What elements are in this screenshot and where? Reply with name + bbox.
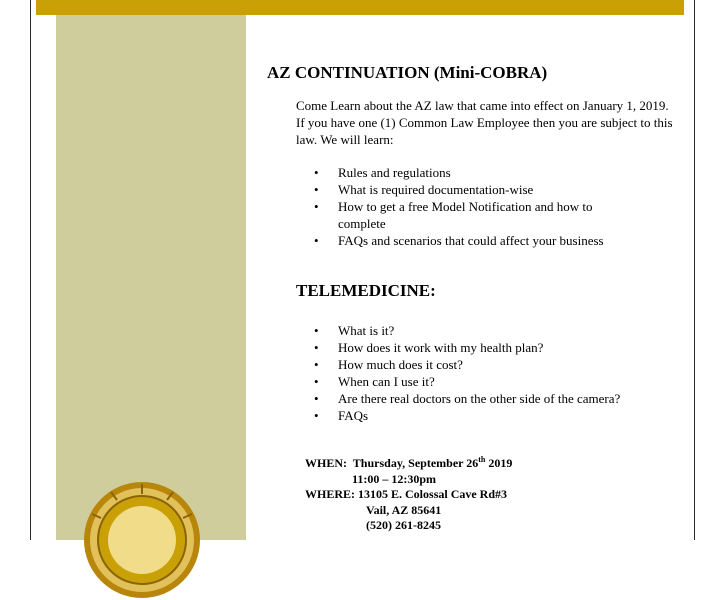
bullet-icon: •: [314, 323, 319, 338]
date-suffix: th: [478, 455, 486, 464]
where-row: [305, 487, 512, 503]
phone-number: (520) 261-8245: [366, 518, 441, 532]
list-item: • How to get a free Model Notification and how to complete: [314, 199, 593, 231]
list-item: • FAQs and scenarios that could affect your business: [314, 233, 604, 248]
list-item: • What is it?: [314, 323, 395, 338]
bullet-icon: •: [314, 357, 319, 372]
telemedicine-heading: TELEMEDICINE:: [296, 281, 436, 300]
address-line-2: Vail, AZ 85641: [366, 502, 442, 517]
list-item: • How much does it cost?: [314, 357, 463, 372]
list-item: • When can I use it?: [314, 374, 435, 389]
event-details: [305, 452, 512, 534]
when-row: [305, 452, 512, 472]
list-item: • What is required documentation-wise: [314, 182, 534, 197]
bullet-icon: •: [314, 340, 319, 355]
bullet-icon: •: [314, 408, 319, 423]
bullet-icon: •: [314, 182, 319, 197]
bullet-icon: •: [314, 374, 319, 389]
bullet-icon: •: [314, 199, 319, 214]
cobra-intro-paragraph: Come Learn about the AZ law that came into effect on January 1, 2019. If you have one (1) Common Law Employee then you are subject to this law. We will learn:: [296, 98, 673, 147]
when-label: WHEN:: [305, 456, 347, 470]
where-label: WHERE:: [305, 487, 356, 501]
list-item: • FAQs: [314, 408, 369, 423]
list-item: • Are there real doctors on the other side of the camera?: [314, 391, 621, 406]
bullet-icon: •: [314, 391, 319, 406]
telemedicine-topic-list: [296, 322, 668, 424]
cobra-heading: AZ CONTINUATION (Mini-COBRA): [267, 63, 548, 82]
event-time: 11:00 – 12:30pm: [352, 471, 436, 486]
cobra-topic-list: [296, 164, 658, 249]
event-date: Thursday, September 26: [352, 456, 479, 470]
bullet-icon: •: [314, 233, 319, 248]
list-item: • Rules and regulations: [314, 165, 451, 180]
bullet-icon: •: [314, 165, 319, 180]
address-line-1: 13105 E. Colossal Cave Rd#3: [358, 487, 508, 501]
event-year: 2019: [485, 456, 513, 470]
list-item: • How does it work with my health plan?: [314, 340, 544, 355]
